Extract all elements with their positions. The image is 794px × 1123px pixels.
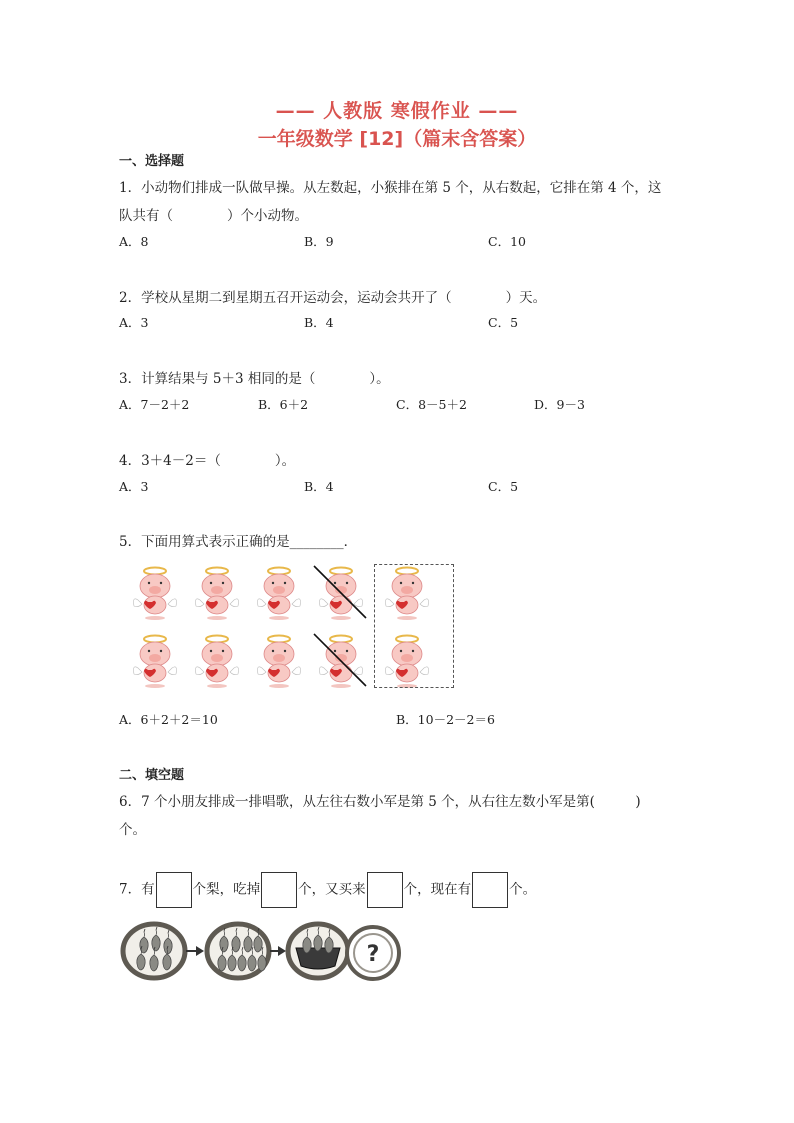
q3-option-a[interactable]: A．7－2＋2 (119, 397, 190, 412)
q7-text-2: 个梨，吃掉 (192, 881, 261, 898)
q1-option-a[interactable]: A．8 (119, 234, 149, 249)
question-6-line-1: 6．7 个小朋友排成一排唱歌，从左往右数小军是第 5 个，从右往左数小军是第( ) (119, 794, 641, 810)
q1-option-c[interactable]: C．10 (488, 234, 526, 249)
q3-option-d[interactable]: D．9－3 (534, 397, 585, 412)
angel-pig-icon (196, 568, 239, 621)
pear-sequence (120, 916, 410, 986)
question-1-line-2: 队共有（ ）个小动物。 (119, 208, 308, 224)
angel-pig-icon (258, 636, 301, 689)
section-choice-heading: 一、选择题 (119, 154, 185, 169)
title-line-2: 一年级数学 [12]（篇末含答案） (257, 128, 537, 150)
q5-option-a[interactable]: A．6＋2＋2＝10 (119, 712, 218, 727)
pear-plate-2 (207, 924, 269, 978)
pear-plate-1 (123, 924, 185, 978)
angel-pig-icon (258, 568, 301, 621)
question-6-line-2: 个。 (119, 822, 146, 838)
section-fill-heading: 二、填空题 (119, 768, 185, 783)
q7-text-1: 7．有 (119, 881, 155, 898)
answer-box-3[interactable] (367, 872, 403, 908)
angel-pig-icon (196, 636, 239, 689)
angel-pig-icon (134, 568, 177, 621)
q2-option-a[interactable]: A．3 (119, 315, 149, 330)
q7-text-5: 个。 (509, 881, 537, 898)
q2-option-c[interactable]: C．5 (488, 315, 519, 330)
arrow-icon (196, 946, 204, 956)
dashed-group-box (374, 564, 454, 688)
basket-plate (288, 924, 348, 978)
q7-text-3: 个，又买来 (298, 881, 366, 898)
question-2: 2．学校从星期二到星期五召开运动会，运动会共开了（ ）天。 (119, 290, 547, 306)
arrow-icon (278, 946, 286, 956)
question-3: 3．计算结果与 5＋3 相同的是（ ）。 (119, 371, 390, 387)
answer-box-1[interactable] (156, 872, 192, 908)
question-plate (347, 927, 399, 979)
question-7 (119, 872, 536, 908)
q5-option-b[interactable]: B．10－2－2＝6 (396, 712, 495, 727)
q1-option-b[interactable]: B．9 (304, 234, 334, 249)
question-4: 4．3＋4－2＝（ ）。 (119, 453, 296, 469)
q2-option-b[interactable]: B．4 (304, 315, 334, 330)
q4-option-a[interactable]: A．3 (119, 479, 149, 494)
question-1-line-1: 1．小动物们排成一队做早操。从左数起，小猴排在第 5 个，从右数起，它排在第 4 个，这 (119, 180, 662, 196)
answer-box-4[interactable] (472, 872, 508, 908)
pear-picture (120, 916, 410, 986)
q4-option-b[interactable]: B．4 (304, 479, 334, 494)
question-5: 5．下面用算式表示正确的是________． (119, 534, 358, 550)
question-mark: ? (366, 942, 380, 967)
q7-text-4: 个，现在有 (403, 881, 472, 898)
q3-option-b[interactable]: B．6＋2 (258, 397, 309, 412)
title-line-1: —— 人教版 寒假作业 —— (275, 100, 519, 122)
answer-box-2[interactable] (261, 872, 297, 908)
q3-option-c[interactable]: C．8－5＋2 (396, 397, 467, 412)
angel-pig-icon (134, 636, 177, 689)
q4-option-c[interactable]: C．5 (488, 479, 519, 494)
